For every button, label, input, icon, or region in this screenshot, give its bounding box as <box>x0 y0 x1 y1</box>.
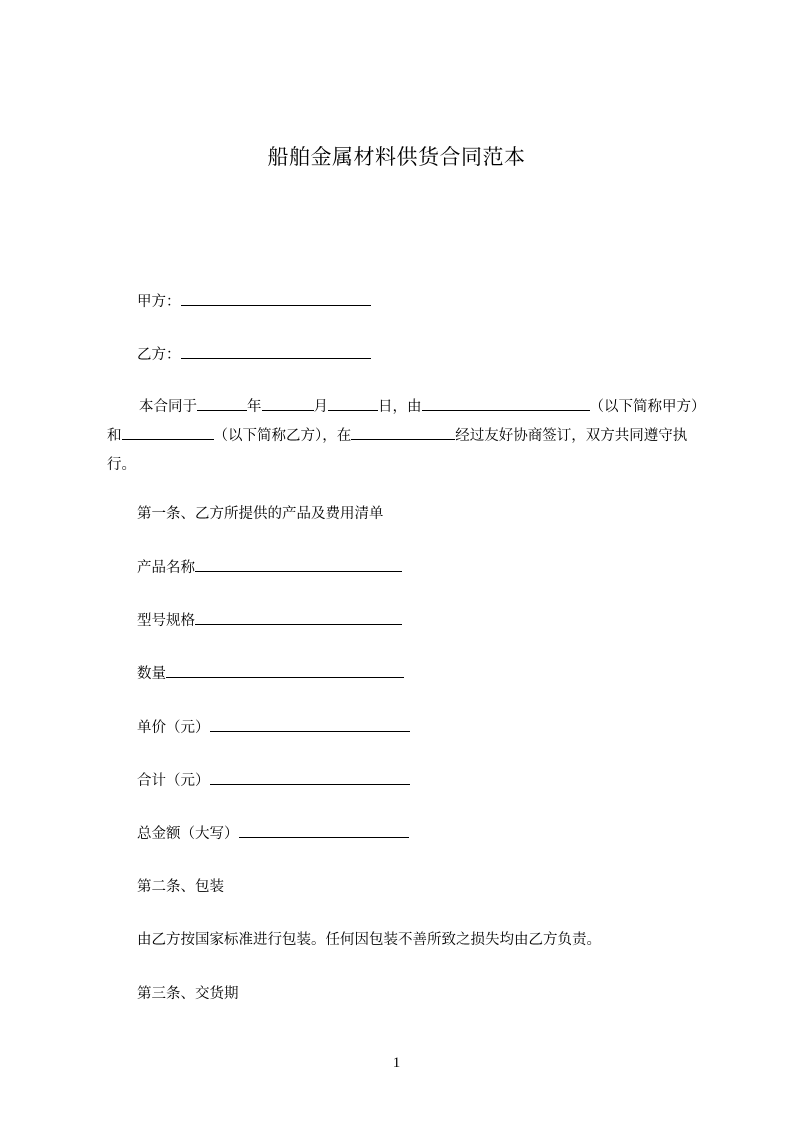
unit-price-line <box>137 716 410 739</box>
article-2-heading: 第二条、包装 <box>137 879 224 895</box>
intro-text-2: 年 <box>247 399 262 415</box>
total-amount-words-blank <box>239 822 409 838</box>
page-number: 1 <box>392 1055 401 1071</box>
total-label: 合计（元） <box>137 773 210 789</box>
intro-text-3: 月 <box>313 399 328 415</box>
model-spec-blank <box>195 609 402 625</box>
unit-price-label: 单价（元） <box>137 720 210 736</box>
party-a-label: 甲方： <box>137 294 181 310</box>
total-amount-words-line <box>137 822 409 845</box>
article-3-heading: 第三条、交货期 <box>137 986 239 1002</box>
total-amount-words-label: 总金额（大写） <box>137 826 239 842</box>
unit-price-blank <box>210 716 410 732</box>
product-name-blank <box>195 556 402 572</box>
party-b-blank <box>181 343 371 359</box>
total-line <box>137 769 410 792</box>
quantity-line <box>137 662 404 685</box>
total-blank <box>210 769 410 785</box>
article-1-heading: 第一条、乙方所提供的产品及费用清单 <box>137 506 384 522</box>
intro-text-7: 经过友好协商签订，双方共同遵守执行。 <box>107 428 688 473</box>
month-blank <box>262 395 314 411</box>
intro-text-6: （以下简称乙方），在 <box>213 428 352 444</box>
party-a-line <box>137 290 371 313</box>
intro-text-4: 日，由 <box>378 399 422 415</box>
day-blank <box>328 395 378 411</box>
location-blank <box>351 424 455 440</box>
intro-text-1: 本合同于 <box>139 399 197 415</box>
product-name-line <box>137 556 402 579</box>
model-spec-line <box>137 609 402 632</box>
article-2-text: 由乙方按国家标准进行包装。任何因包装不善所致之损失均由乙方负责。 <box>137 932 601 948</box>
model-spec-label: 型号规格 <box>137 613 195 629</box>
party-b-name-blank <box>122 424 214 440</box>
intro-paragraph <box>107 393 703 480</box>
quantity-blank <box>166 662 404 678</box>
intro-text-5: （以下简称甲方）和 <box>107 399 699 444</box>
year-blank <box>197 395 247 411</box>
party-a-name-blank <box>422 395 590 411</box>
document-title: 船舶金属材料供货合同范本 <box>267 145 526 169</box>
party-a-blank <box>181 290 371 306</box>
party-b-line <box>137 343 371 366</box>
product-name-label: 产品名称 <box>137 560 195 576</box>
party-b-label: 乙方： <box>137 347 181 363</box>
quantity-label: 数量 <box>137 666 166 682</box>
